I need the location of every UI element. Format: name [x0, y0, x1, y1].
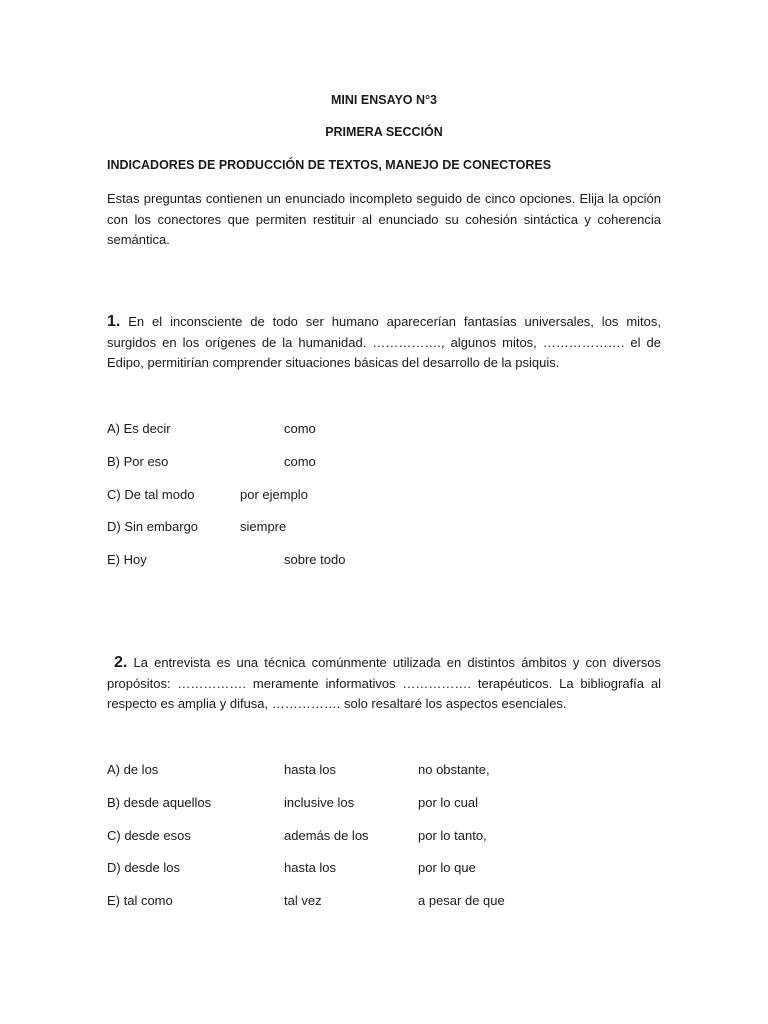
option-label: B) Por eso [107, 454, 169, 469]
question-2 [107, 653, 661, 715]
section-title: PRIMERA SECCIÓN [325, 125, 443, 139]
option-connector-2: no obstante, [418, 762, 490, 777]
option-connector-1: como [284, 454, 316, 469]
option-connector-1: sobre todo [284, 552, 346, 567]
option-connector-1: tal vez [284, 893, 322, 908]
option-connector-1: por ejemplo [240, 487, 308, 502]
question-text: La entrevista es una técnica comúnmente utilizada en distintos ámbitos y con diversos propósitos: ……………. meramente informativos ……………. terapéuticos. La bibliografía al respecto es amplia y difusa, ……………. solo resaltaré los aspectos esenciales. [107, 655, 662, 711]
option-label: E) Hoy [107, 552, 147, 567]
option-label: D) Sin embargo [107, 519, 199, 534]
option-connector-1: además de los [284, 828, 369, 843]
option-label: C) De tal modo [107, 487, 195, 502]
option-label: E) tal como [107, 893, 173, 908]
option-connector-1: siempre [240, 519, 287, 534]
question-number: 1. [107, 313, 121, 330]
option-connector-1: hasta los [284, 762, 337, 777]
option-connector-1: hasta los [284, 860, 337, 875]
document-title: MINI ENSAYO N°3 [331, 93, 437, 107]
question-text: En el inconsciente de todo ser humano aparecerían fantasías universales, los mitos, surgidos en los orígenes de la humanidad. ……………., algunos mitos, ………………. el de Edipo, permitirían comprender situaciones básicas del desarrollo de la psiquis. [107, 314, 661, 370]
section-heading: INDICADORES DE PRODUCCIÓN DE TEXTOS, MANEJO DE CONECTORES [107, 158, 552, 172]
option-connector-2: por lo que [418, 860, 476, 875]
question-1 [107, 312, 661, 374]
option-connector-1: como [284, 421, 316, 436]
option-label: C) desde esos [107, 828, 191, 843]
instructions-paragraph: Estas preguntas contienen un enunciado incompleto seguido de cinco opciones. Elija la opción con los conectores que permiten restituir al enunciado su cohesión sintáctica y coherencia semántica. [107, 191, 661, 247]
option-connector-2: a pesar de que [418, 893, 505, 908]
option-label: D) desde los [107, 860, 180, 875]
option-label: A) de los [107, 762, 159, 777]
option-label: B) desde aquellos [107, 795, 212, 810]
question-number: 2. [114, 654, 128, 671]
option-connector-1: inclusive los [284, 795, 355, 810]
option-label: A) Es decir [107, 421, 171, 436]
option-connector-2: por lo cual [418, 795, 478, 810]
option-connector-2: por lo tanto, [418, 828, 487, 843]
